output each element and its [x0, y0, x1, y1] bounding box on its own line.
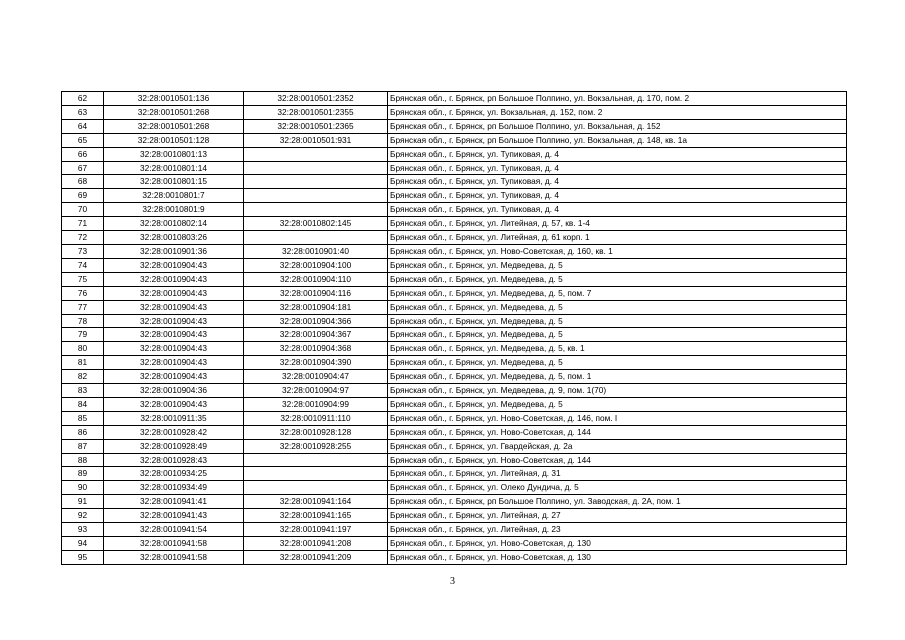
table-row — [62, 244, 847, 258]
object-cadastral-number-cell: 32:28:0010904:99 — [244, 397, 388, 411]
object-cadastral-number-cell: 32:28:0010941:164 — [244, 495, 388, 509]
row-number-cell: 94 — [62, 537, 104, 551]
land-cadastral-number-cell: 32:28:0010904:43 — [104, 258, 244, 272]
object-cadastral-number-cell — [244, 231, 388, 245]
object-cadastral-number-cell: 32:28:0010501:2365 — [244, 119, 388, 133]
table-row — [62, 537, 847, 551]
address-cell: Брянская обл., г. Брянск, ул. Медведева, д. 5 — [388, 272, 847, 286]
table-row — [62, 189, 847, 203]
object-cadastral-number-cell: 32:28:0010904:366 — [244, 314, 388, 328]
land-cadastral-number-cell: 32:28:0010901:36 — [104, 244, 244, 258]
land-cadastral-number-cell: 32:28:0010904:43 — [104, 370, 244, 384]
object-cadastral-number-cell: 32:28:0010911:110 — [244, 411, 388, 425]
row-number-cell: 84 — [62, 397, 104, 411]
table-row — [62, 314, 847, 328]
object-cadastral-number-cell: 32:28:0010901:40 — [244, 244, 388, 258]
object-cadastral-number-cell: 32:28:0010941:209 — [244, 550, 388, 564]
table-row — [62, 481, 847, 495]
address-cell: Брянская обл., г. Брянск, ул. Ново-Советская, д. 146, пом. I — [388, 411, 847, 425]
address-cell: Брянская обл., г. Брянск, ул. Литейная, д. 23 — [388, 523, 847, 537]
table-row — [62, 550, 847, 564]
address-cell: Брянская обл., г. Брянск, ул. Вокзальная, д. 152, пом. 2 — [388, 105, 847, 119]
table-row — [62, 356, 847, 370]
address-cell: Брянская обл., г. Брянск, ул. Тупиковая, д. 4 — [388, 175, 847, 189]
table-row — [62, 175, 847, 189]
table-row — [62, 105, 847, 119]
row-number-cell: 74 — [62, 258, 104, 272]
object-cadastral-number-cell: 32:28:0010501:931 — [244, 133, 388, 147]
row-number-cell: 76 — [62, 286, 104, 300]
land-cadastral-number-cell: 32:28:0010934:49 — [104, 481, 244, 495]
row-number-cell: 65 — [62, 133, 104, 147]
object-cadastral-number-cell — [244, 175, 388, 189]
object-cadastral-number-cell — [244, 467, 388, 481]
object-cadastral-number-cell — [244, 147, 388, 161]
row-number-cell: 75 — [62, 272, 104, 286]
land-cadastral-number-cell: 32:28:0010941:54 — [104, 523, 244, 537]
row-number-cell: 83 — [62, 384, 104, 398]
table-row — [62, 467, 847, 481]
address-cell: Брянская обл., г. Брянск, ул. Тупиковая, д. 4 — [388, 147, 847, 161]
object-cadastral-number-cell — [244, 189, 388, 203]
row-number-cell: 89 — [62, 467, 104, 481]
land-cadastral-number-cell: 32:28:0010904:43 — [104, 356, 244, 370]
address-cell: Брянская обл., г. Брянск, ул. Ново-Советская, д. 144 — [388, 453, 847, 467]
object-cadastral-number-cell: 32:28:0010501:2352 — [244, 92, 388, 106]
land-cadastral-number-cell: 32:28:0010904:43 — [104, 314, 244, 328]
row-number-cell: 85 — [62, 411, 104, 425]
object-cadastral-number-cell: 32:28:0010928:255 — [244, 439, 388, 453]
address-cell: Брянская обл., г. Брянск, ул. Литейная, д. 27 — [388, 509, 847, 523]
land-cadastral-number-cell: 32:28:0010904:43 — [104, 300, 244, 314]
row-number-cell: 71 — [62, 217, 104, 231]
row-number-cell: 86 — [62, 425, 104, 439]
table-row — [62, 119, 847, 133]
table-row — [62, 495, 847, 509]
land-cadastral-number-cell: 32:28:0010801:7 — [104, 189, 244, 203]
table-row — [62, 147, 847, 161]
object-cadastral-number-cell: 32:28:0010501:2355 — [244, 105, 388, 119]
land-cadastral-number-cell: 32:28:0010941:58 — [104, 537, 244, 551]
table-row — [62, 286, 847, 300]
object-cadastral-number-cell: 32:28:0010904:97 — [244, 384, 388, 398]
land-cadastral-number-cell: 32:28:0010904:43 — [104, 286, 244, 300]
land-cadastral-number-cell: 32:28:0010801:13 — [104, 147, 244, 161]
row-number-cell: 69 — [62, 189, 104, 203]
land-cadastral-number-cell: 32:28:0010904:43 — [104, 397, 244, 411]
land-cadastral-number-cell: 32:28:0010941:58 — [104, 550, 244, 564]
object-cadastral-number-cell: 32:28:0010904:390 — [244, 356, 388, 370]
table-row — [62, 397, 847, 411]
cadastral-table — [61, 91, 847, 565]
land-cadastral-number-cell: 32:28:0010941:41 — [104, 495, 244, 509]
object-cadastral-number-cell: 32:28:0010904:110 — [244, 272, 388, 286]
table-row — [62, 300, 847, 314]
row-number-cell: 93 — [62, 523, 104, 537]
address-cell: Брянская обл., г. Брянск, рп Большое Полпино, ул. Вокзальная, д. 152 — [388, 119, 847, 133]
row-number-cell: 64 — [62, 119, 104, 133]
address-cell: Брянская обл., г. Брянск, рп Большое Полпино, ул. Вокзальная, д. 148, кв. 1а — [388, 133, 847, 147]
address-cell: Брянская обл., г. Брянск, ул. Гвардейская, д. 2а — [388, 439, 847, 453]
land-cadastral-number-cell: 32:28:0010904:43 — [104, 272, 244, 286]
row-number-cell: 77 — [62, 300, 104, 314]
land-cadastral-number-cell: 32:28:0010801:9 — [104, 203, 244, 217]
object-cadastral-number-cell: 32:28:0010904:181 — [244, 300, 388, 314]
page-number: 3 — [450, 576, 455, 587]
address-cell: Брянская обл., г. Брянск, ул. Литейная, д. 57, кв. 1-4 — [388, 217, 847, 231]
land-cadastral-number-cell: 32:28:0010904:43 — [104, 342, 244, 356]
address-cell: Брянская обл., г. Брянск, ул. Медведева, д. 5 — [388, 397, 847, 411]
land-cadastral-number-cell: 32:28:0010928:49 — [104, 439, 244, 453]
row-number-cell: 63 — [62, 105, 104, 119]
row-number-cell: 73 — [62, 244, 104, 258]
land-cadastral-number-cell: 32:28:0010501:136 — [104, 92, 244, 106]
object-cadastral-number-cell: 32:28:0010904:47 — [244, 370, 388, 384]
address-cell: Брянская обл., г. Брянск, ул. Медведева, д. 5 — [388, 300, 847, 314]
row-number-cell: 72 — [62, 231, 104, 245]
land-cadastral-number-cell: 32:28:0010501:128 — [104, 133, 244, 147]
row-number-cell: 80 — [62, 342, 104, 356]
object-cadastral-number-cell: 32:28:0010904:367 — [244, 328, 388, 342]
address-cell: Брянская обл., г. Брянск, ул. Медведева, д. 5, пом. 7 — [388, 286, 847, 300]
land-cadastral-number-cell: 32:28:0010928:43 — [104, 453, 244, 467]
object-cadastral-number-cell: 32:28:0010904:100 — [244, 258, 388, 272]
land-cadastral-number-cell: 32:28:0010941:43 — [104, 509, 244, 523]
object-cadastral-number-cell: 32:28:0010928:128 — [244, 425, 388, 439]
row-number-cell: 87 — [62, 439, 104, 453]
land-cadastral-number-cell: 32:28:0010801:15 — [104, 175, 244, 189]
table-row — [62, 439, 847, 453]
table-row — [62, 509, 847, 523]
address-cell: Брянская обл., г. Брянск, ул. Медведева, д. 5, пом. 1 — [388, 370, 847, 384]
land-cadastral-number-cell: 32:28:0010802:14 — [104, 217, 244, 231]
row-number-cell: 91 — [62, 495, 104, 509]
address-cell: Брянская обл., г. Брянск, ул. Медведева, д. 9, пом. 1(70) — [388, 384, 847, 398]
address-cell: Брянская обл., г. Брянск, ул. Олеко Дундича, д. 5 — [388, 481, 847, 495]
row-number-cell: 81 — [62, 356, 104, 370]
row-number-cell: 62 — [62, 92, 104, 106]
table-row — [62, 272, 847, 286]
row-number-cell: 70 — [62, 203, 104, 217]
object-cadastral-number-cell: 32:28:0010802:145 — [244, 217, 388, 231]
table-row — [62, 328, 847, 342]
object-cadastral-number-cell — [244, 161, 388, 175]
row-number-cell: 78 — [62, 314, 104, 328]
object-cadastral-number-cell: 32:28:0010941:197 — [244, 523, 388, 537]
land-cadastral-number-cell: 32:28:0010803:26 — [104, 231, 244, 245]
table-row — [62, 384, 847, 398]
land-cadastral-number-cell: 32:28:0010904:36 — [104, 384, 244, 398]
table-row — [62, 453, 847, 467]
address-cell: Брянская обл., г. Брянск, ул. Тупиковая, д. 4 — [388, 161, 847, 175]
row-number-cell: 95 — [62, 550, 104, 564]
address-cell: Брянская обл., г. Брянск, ул. Тупиковая, д. 4 — [388, 203, 847, 217]
table-row — [62, 203, 847, 217]
address-cell: Брянская обл., г. Брянск, ул. Литейная, д. 31 — [388, 467, 847, 481]
object-cadastral-number-cell: 32:28:0010904:368 — [244, 342, 388, 356]
object-cadastral-number-cell: 32:28:0010941:165 — [244, 509, 388, 523]
object-cadastral-number-cell — [244, 203, 388, 217]
row-number-cell: 67 — [62, 161, 104, 175]
table-row — [62, 161, 847, 175]
land-cadastral-number-cell: 32:28:0010934:25 — [104, 467, 244, 481]
address-cell: Брянская обл., г. Брянск, ул. Ново-Советская, д. 160, кв. 1 — [388, 244, 847, 258]
table-row — [62, 523, 847, 537]
row-number-cell: 90 — [62, 481, 104, 495]
address-cell: Брянская обл., г. Брянск, ул. Медведева, д. 5 — [388, 314, 847, 328]
address-cell: Брянская обл., г. Брянск, ул. Медведева, д. 5 — [388, 328, 847, 342]
table-row — [62, 133, 847, 147]
table-row — [62, 231, 847, 245]
table-row — [62, 342, 847, 356]
address-cell: Брянская обл., г. Брянск, ул. Медведева, д. 5 — [388, 258, 847, 272]
table-row — [62, 425, 847, 439]
land-cadastral-number-cell: 32:28:0010501:268 — [104, 105, 244, 119]
table-row — [62, 92, 847, 106]
row-number-cell: 82 — [62, 370, 104, 384]
row-number-cell: 66 — [62, 147, 104, 161]
land-cadastral-number-cell: 32:28:0010501:268 — [104, 119, 244, 133]
address-cell: Брянская обл., г. Брянск, рп Большое Полпино, ул. Заводская, д. 2А, пом. 1 — [388, 495, 847, 509]
land-cadastral-number-cell: 32:28:0010928:42 — [104, 425, 244, 439]
address-cell: Брянская обл., г. Брянск, ул. Ново-Советская, д. 130 — [388, 537, 847, 551]
row-number-cell: 88 — [62, 453, 104, 467]
object-cadastral-number-cell — [244, 453, 388, 467]
table-row — [62, 370, 847, 384]
row-number-cell: 92 — [62, 509, 104, 523]
table-body — [62, 92, 847, 565]
address-cell: Брянская обл., г. Брянск, рп Большое Полпино, ул. Вокзальная, д. 170, пом. 2 — [388, 92, 847, 106]
table-row — [62, 258, 847, 272]
row-number-cell: 68 — [62, 175, 104, 189]
table-row — [62, 411, 847, 425]
table-row — [62, 217, 847, 231]
row-number-cell: 79 — [62, 328, 104, 342]
object-cadastral-number-cell: 32:28:0010904:116 — [244, 286, 388, 300]
address-cell: Брянская обл., г. Брянск, ул. Литейная, д. 61 корп. 1 — [388, 231, 847, 245]
address-cell: Брянская обл., г. Брянск, ул. Медведева, д. 5 — [388, 356, 847, 370]
land-cadastral-number-cell: 32:28:0010801:14 — [104, 161, 244, 175]
land-cadastral-number-cell: 32:28:0010911:35 — [104, 411, 244, 425]
address-cell: Брянская обл., г. Брянск, ул. Ново-Советская, д. 144 — [388, 425, 847, 439]
address-cell: Брянская обл., г. Брянск, ул. Тупиковая, д. 4 — [388, 189, 847, 203]
object-cadastral-number-cell — [244, 481, 388, 495]
object-cadastral-number-cell: 32:28:0010941:208 — [244, 537, 388, 551]
land-cadastral-number-cell: 32:28:0010904:43 — [104, 328, 244, 342]
address-cell: Брянская обл., г. Брянск, ул. Медведева, д. 5, кв. 1 — [388, 342, 847, 356]
address-cell: Брянская обл., г. Брянск, ул. Ново-Советская, д. 130 — [388, 550, 847, 564]
